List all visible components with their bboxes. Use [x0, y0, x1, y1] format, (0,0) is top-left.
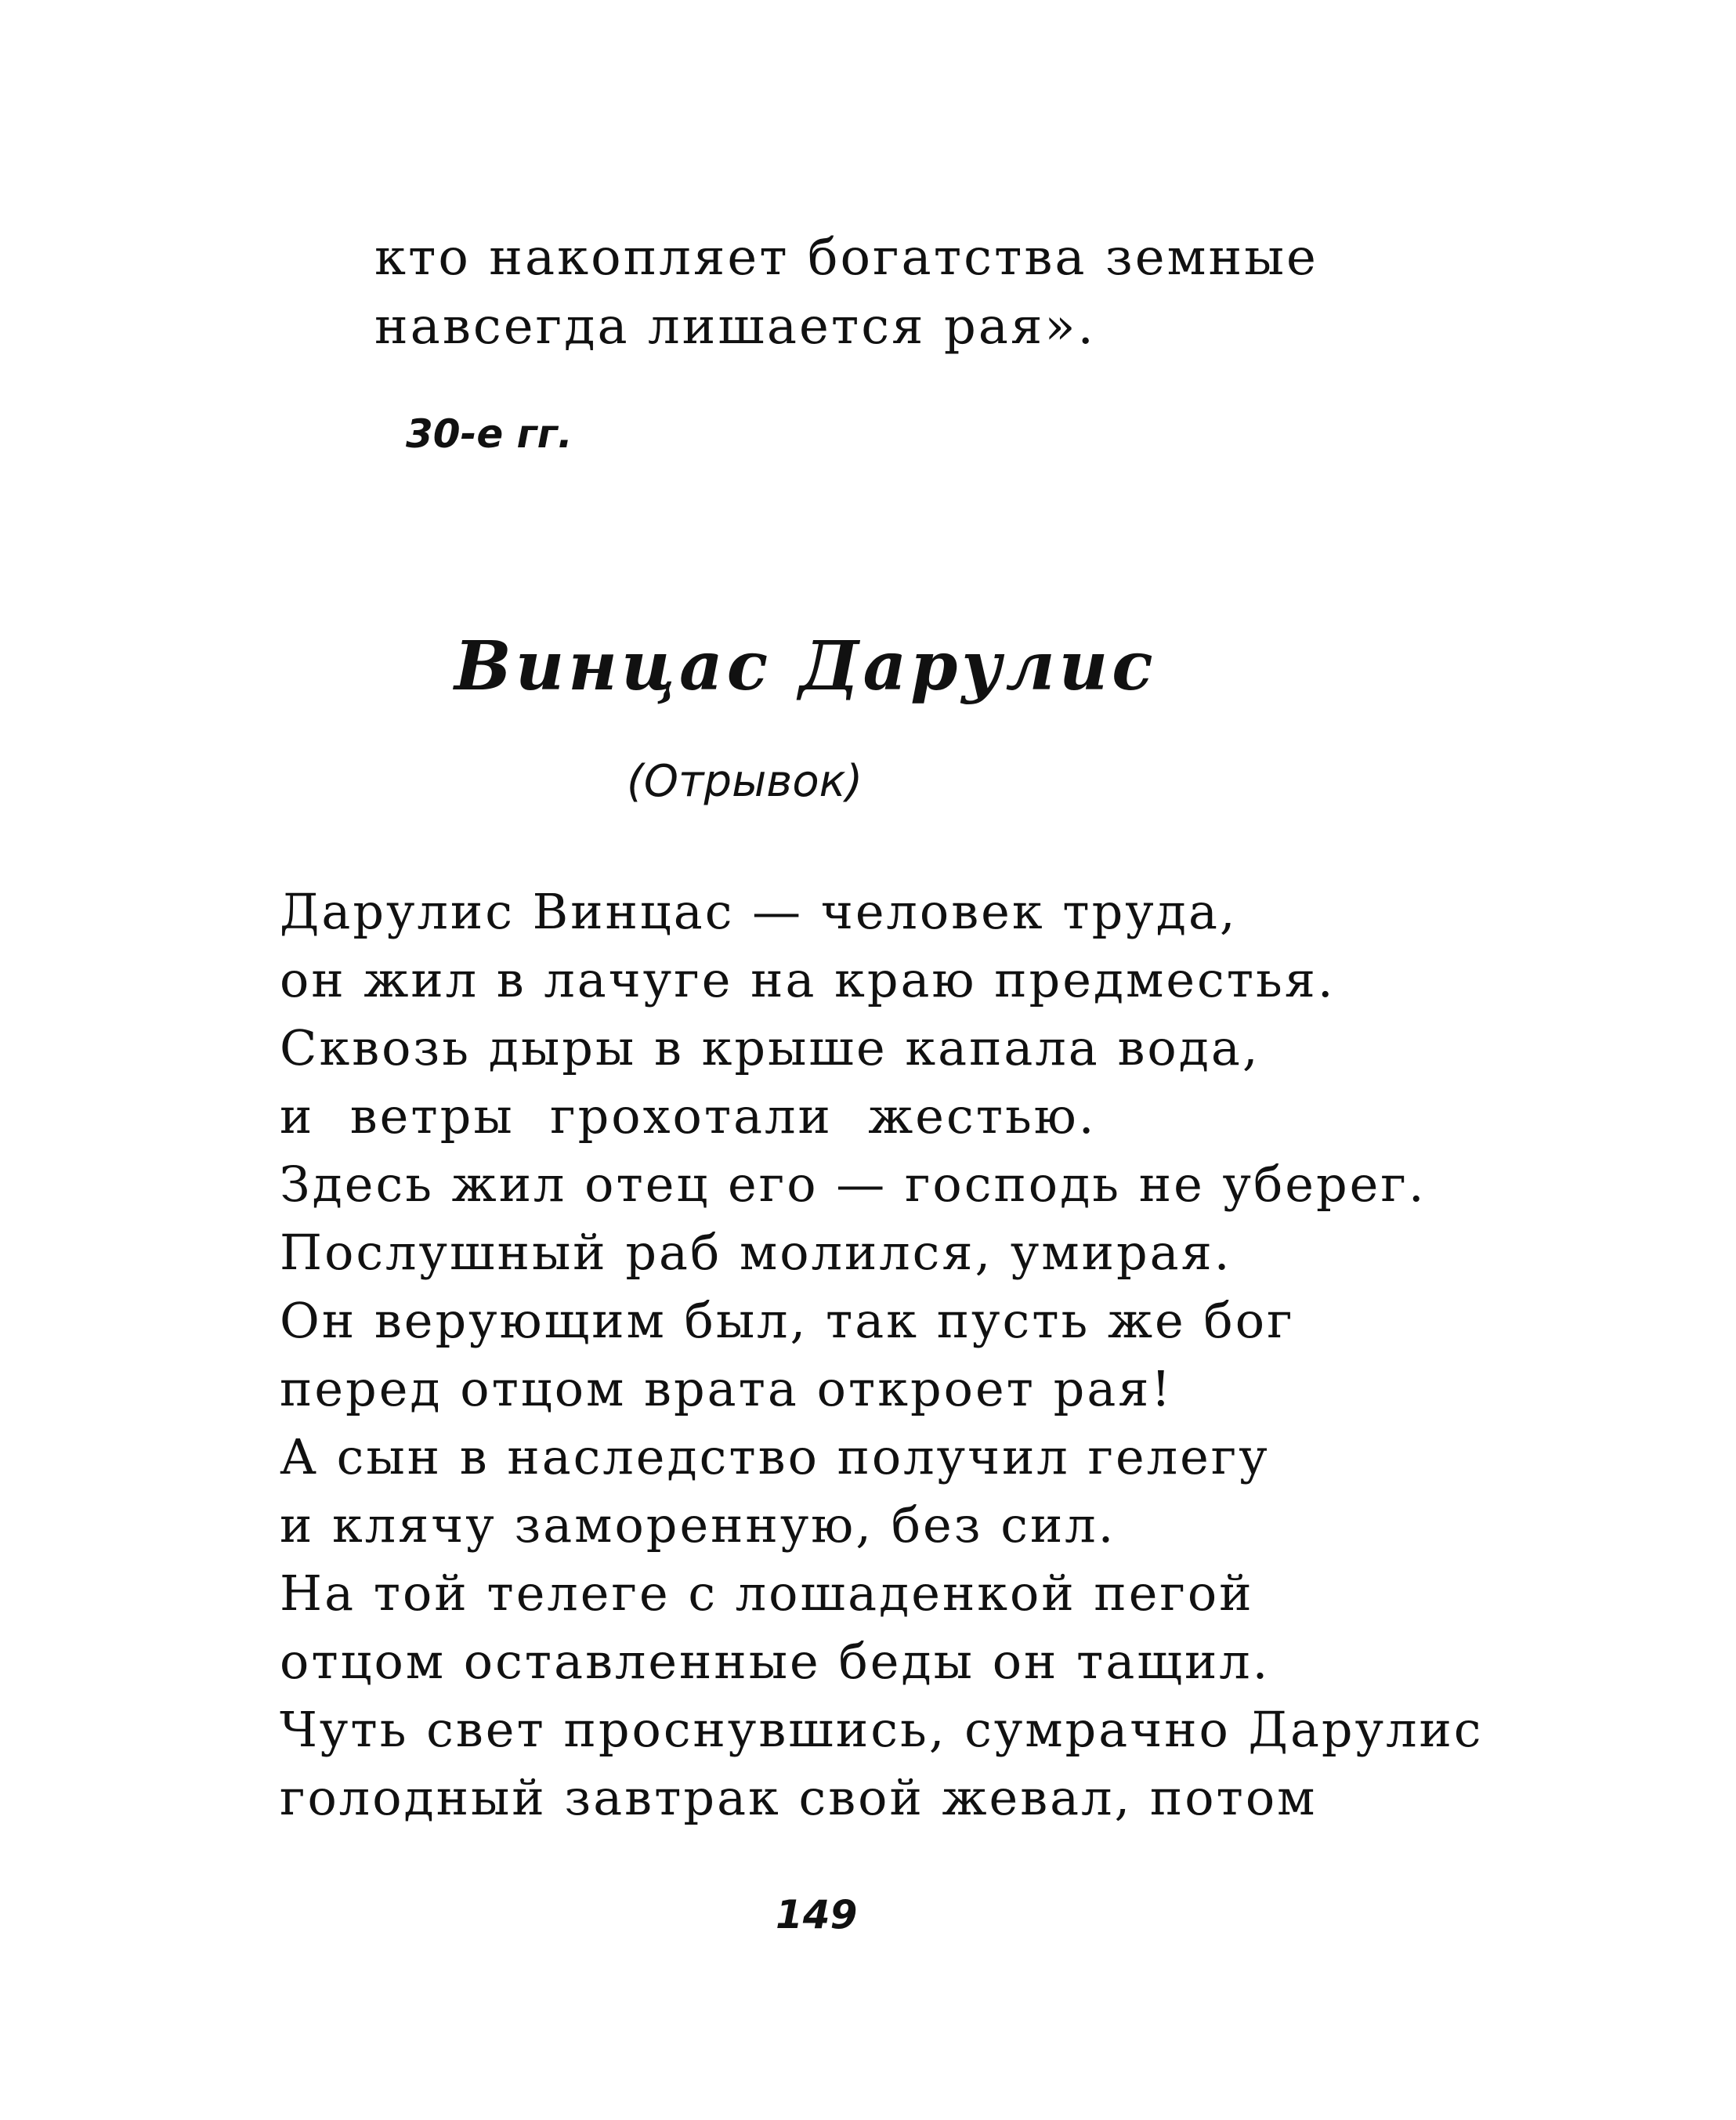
poem-line: Чуть свет проснувшись, сумрачно Дарулис	[280, 1701, 1484, 1758]
previous-poem-line: кто накопляет богатства земные	[374, 229, 1318, 287]
poem-line: А сын в наследство получил гелегу	[280, 1428, 1270, 1485]
previous-poem-ending	[374, 223, 1318, 361]
poem-line: перед отцом врата откроет рая!	[280, 1360, 1174, 1417]
poem-line: и ветры грохотали жестью.	[280, 1087, 1097, 1145]
page-number: 149	[776, 1892, 858, 1937]
poem-subtitle: (Отрывок)	[627, 756, 863, 807]
poem-line: На той телеге с лошаденкой пегой	[280, 1565, 1254, 1622]
poem-line: Послушный раб молился, умирая.	[280, 1224, 1232, 1281]
poem-line: Он верующим был, так пусть же бог	[280, 1292, 1295, 1349]
poem-line: отцом оставленные беды он тащил.	[280, 1633, 1271, 1690]
poem-body	[280, 877, 1484, 1832]
poem-line: Сквозь дыры в крыше капала вода,	[280, 1019, 1260, 1076]
poem-line: Здесь жил отец его — господь не уберег.	[280, 1156, 1427, 1213]
poem-title: Винцас Дарулис	[454, 627, 1157, 706]
poem-line: он жил в лачуге на краю предместья.	[280, 951, 1336, 1008]
poem-line: голодный завтрак свой жевал, потом	[280, 1769, 1318, 1826]
poem-line: Дарулис Винцас — человек труда,	[280, 883, 1238, 940]
poem-line: и клячу заморенную, без сил.	[280, 1496, 1116, 1554]
previous-poem-line: навсегда лишается рая».	[374, 298, 1096, 356]
poem-date: 30-е гг.	[406, 411, 573, 457]
